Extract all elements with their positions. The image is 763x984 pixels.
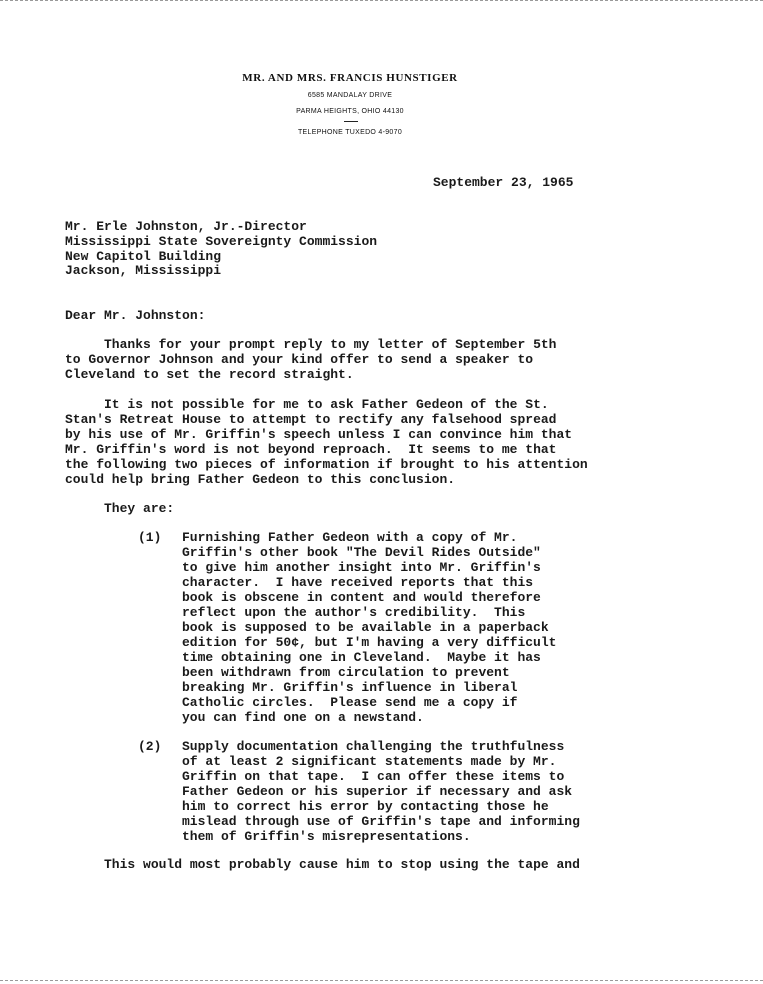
recipient-line: Jackson, Mississippi bbox=[65, 263, 222, 278]
recipient-line: Mississippi State Sovereignty Commission bbox=[65, 234, 378, 249]
item1-line: reflect upon the author's credibility. This bbox=[182, 605, 526, 620]
paragraph1-line: Cleveland to set the record straight. bbox=[65, 367, 354, 382]
item1-line: Furnishing Father Gedeon with a copy of Mr. bbox=[182, 530, 518, 545]
item1-line: you can find one on a newstand. bbox=[182, 710, 424, 725]
item2-line: Father Gedeon or his superior if necessary and ask bbox=[182, 784, 573, 799]
item1-line: book is supposed to be available in a paperback bbox=[182, 620, 549, 635]
recipient-line: Mr. Erle Johnston, Jr.-Director bbox=[65, 219, 307, 234]
item1-line: edition for 50¢, but I'm having a very difficult bbox=[182, 635, 557, 650]
paragraph2-line: Stan's Retreat House to attempt to rectify any falsehood spread bbox=[65, 412, 557, 427]
item1-line: to give him another insight into Mr. Griffin's bbox=[182, 560, 541, 575]
letter-date: September 23, 1965 bbox=[433, 175, 574, 190]
paragraph2-line: the following two pieces of information if brought to his attention bbox=[65, 457, 588, 472]
letterhead-divider bbox=[344, 121, 358, 122]
item2-line: mislead through use of Griffin's tape and informing bbox=[182, 814, 580, 829]
salutation: Dear Mr. Johnston: bbox=[65, 308, 206, 323]
letterhead-telephone: TELEPHONE TUXEDO 4-9070 bbox=[297, 129, 403, 136]
letterhead-address-line2: PARMA HEIGHTS, OHIO 44130 bbox=[296, 108, 404, 115]
paragraph2-line: It is not possible for me to ask Father Gedeon of the St. bbox=[65, 397, 549, 412]
paragraph1-line: to Governor Johnson and your kind offer to send a speaker to bbox=[65, 352, 534, 367]
item1-number: (1) bbox=[138, 530, 162, 545]
item1-line: been withdrawn from circulation to prevent bbox=[182, 665, 510, 680]
paragraph2-line: Mr. Griffin's word is not beyond reproach. It seems to me that bbox=[65, 442, 557, 457]
paragraph1-line: Thanks for your prompt reply to my letter of September 5th bbox=[65, 337, 557, 352]
letterhead-names: MR. AND MRS. FRANCIS HUNSTIGER bbox=[242, 72, 458, 84]
closing-line: This would most probably cause him to stop using the tape and bbox=[65, 857, 580, 872]
recipient-line: New Capitol Building bbox=[65, 249, 222, 264]
item1-line: time obtaining one in Cleveland. Maybe it has bbox=[182, 650, 541, 665]
item1-line: Catholic circles. Please send me a copy if bbox=[182, 695, 518, 710]
item1-line: Griffin's other book "The Devil Rides Outside" bbox=[182, 545, 541, 560]
they-are-line: They are: bbox=[65, 501, 175, 516]
item2-number: (2) bbox=[138, 739, 162, 754]
paragraph2-line: by his use of Mr. Griffin's speech unless I can convince him that bbox=[65, 427, 573, 442]
item1-line: character. I have received reports that this bbox=[182, 575, 534, 590]
item2-line: him to correct his error by contacting those he bbox=[182, 799, 549, 814]
item2-line: Griffin on that tape. I can offer these items to bbox=[182, 769, 565, 784]
item2-line: of at least 2 significant statements made by Mr. bbox=[182, 754, 557, 769]
page-bottom-edge bbox=[0, 980, 763, 984]
paragraph2-line: could help bring Father Gedeon to this conclusion. bbox=[65, 472, 456, 487]
item1-line: breaking Mr. Griffin's influence in liberal bbox=[182, 680, 518, 695]
item1-line: book is obscene in content and would therefore bbox=[182, 590, 541, 605]
letterhead-address-line1: 6585 MANDALAY DRIVE bbox=[307, 92, 393, 99]
item2-line: them of Griffin's misrepresentations. bbox=[182, 829, 471, 844]
item2-line: Supply documentation challenging the truthfulness bbox=[182, 739, 565, 754]
page-top-edge bbox=[0, 0, 763, 4]
